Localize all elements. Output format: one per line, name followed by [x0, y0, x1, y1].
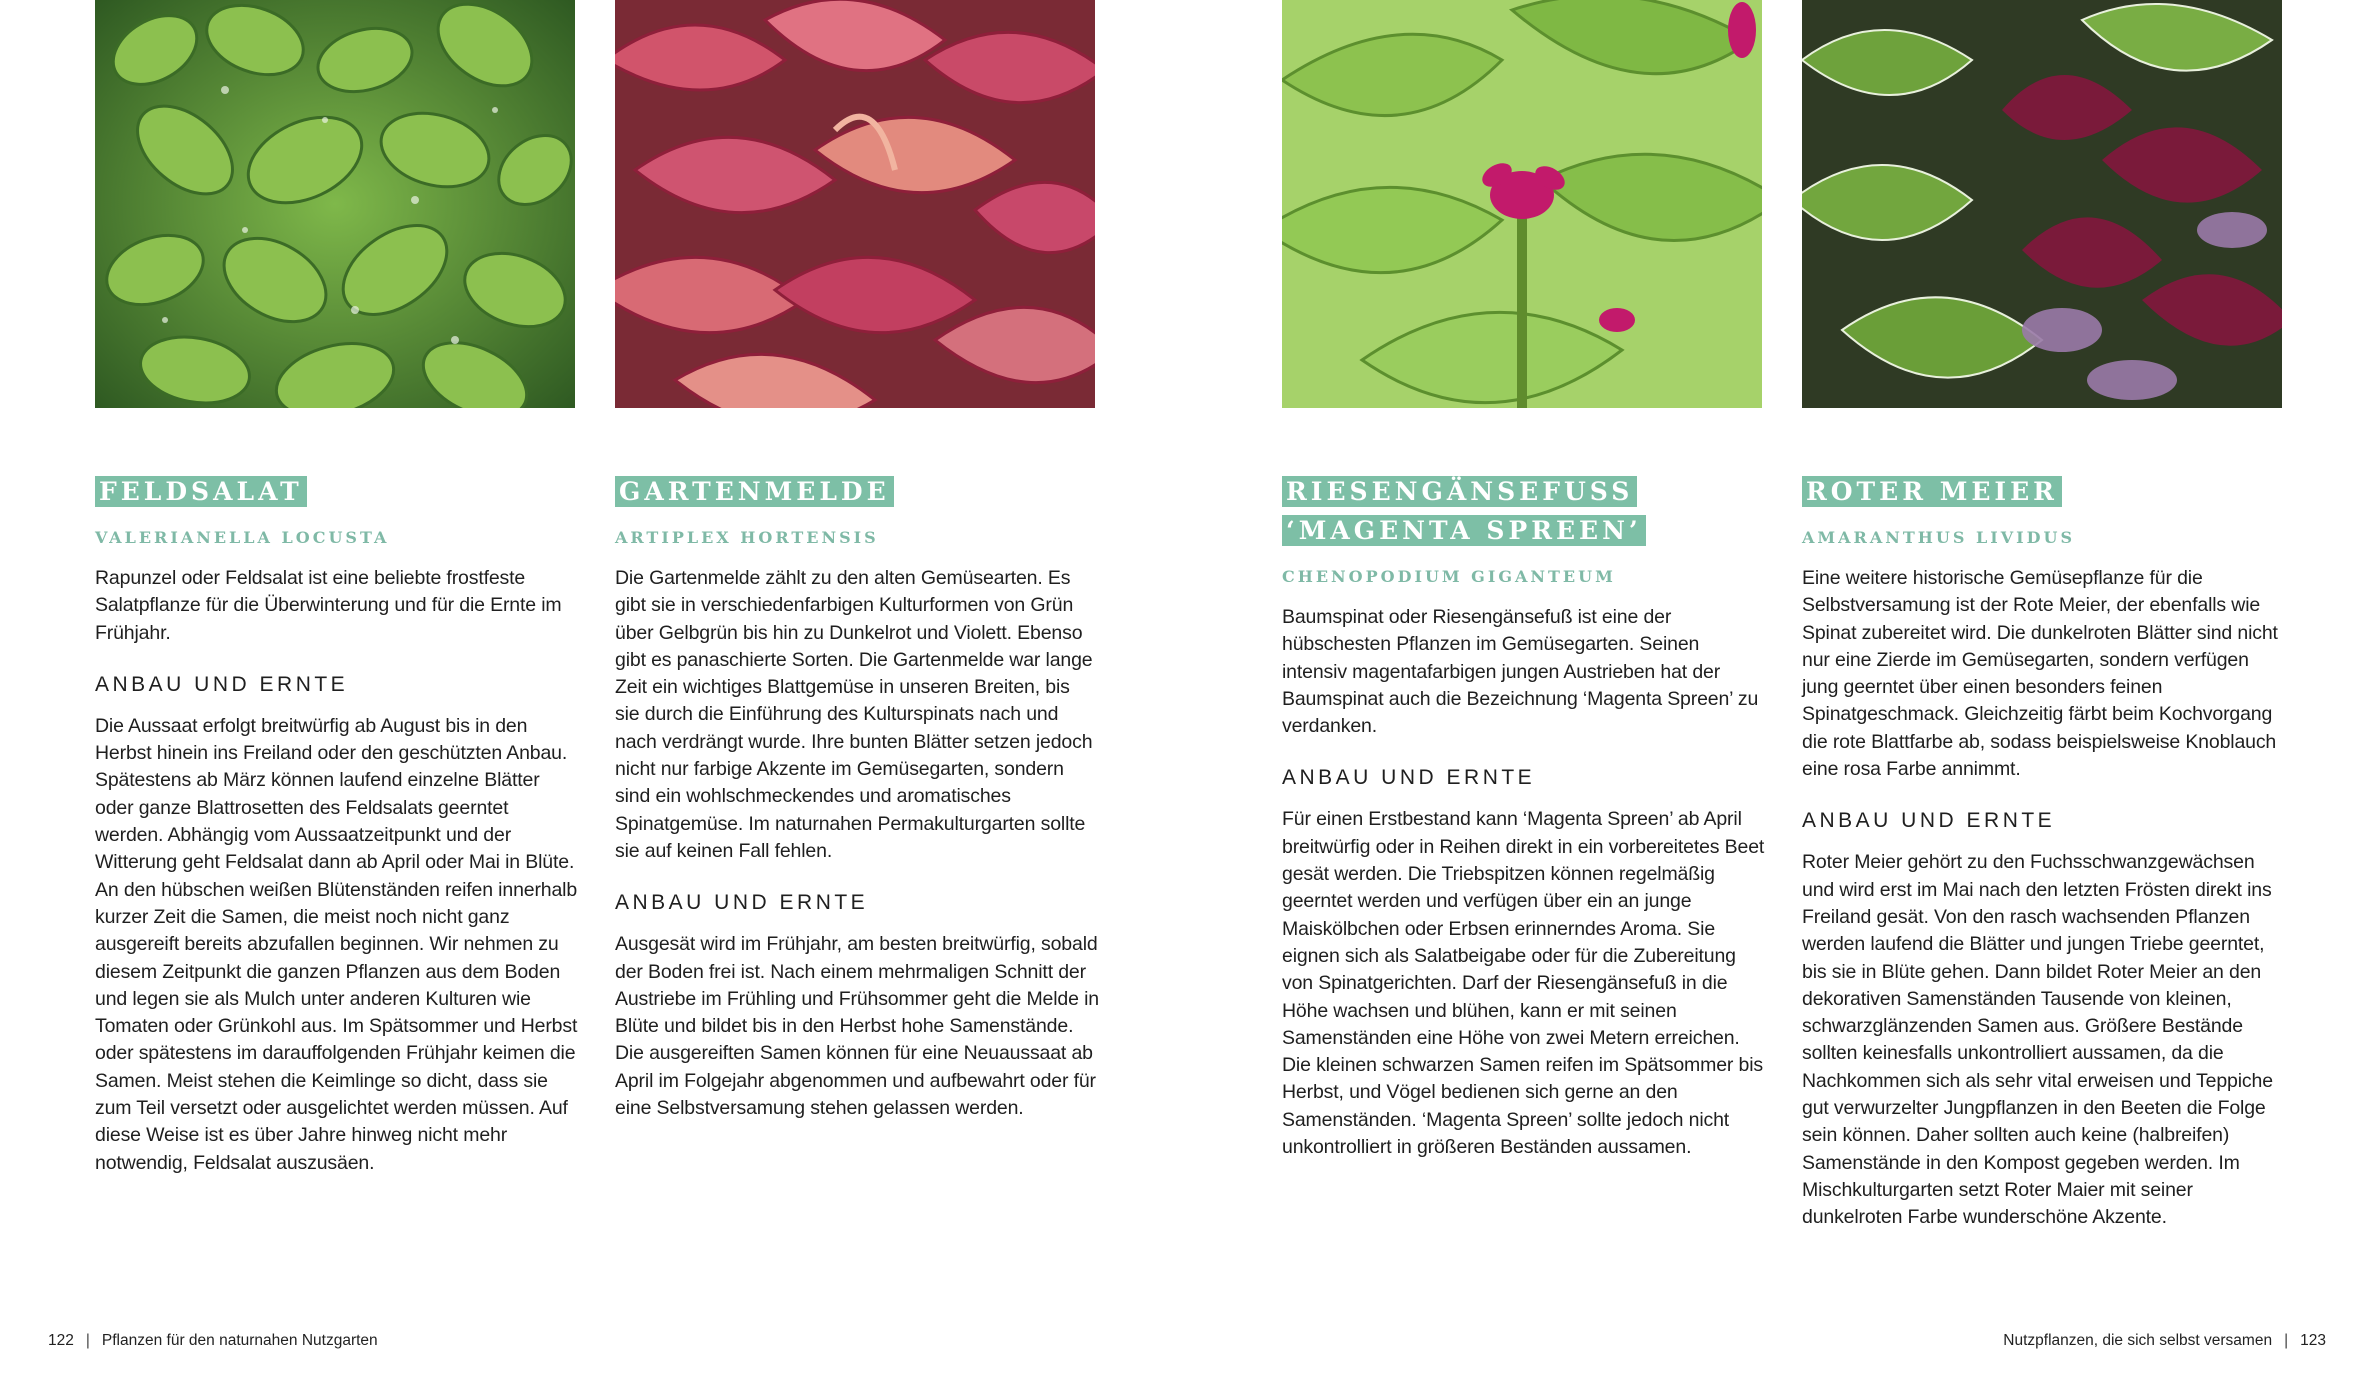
section-text: Ausgesät wird im Frühjahr, am besten breitwürfig, sobald der Boden frei ist. Nach einem mehrmaligen Schnitt der Austriebe im Frühling und Frühsommer geht die Melde in Blüte und bildet bis in den Herbst hohe Samenstände. Die ausgereiften Samen können für eine Neuaussaat ab April im Folgejahr abgenommen und aufbewahrt oder für eine Selbstversamung stehen gelassen werden.: [615, 933, 1099, 1120]
section-text: Für einen Erstbestand kann ‘Magenta Spreen’ ab April breitwürfig oder in Reihen direkt in ein vorbereitetes Beet gesät werden. Die Triebspitzen können regelmäßig geerntet werden und verfügen über ein an junge Maiskölbchen oder Erbsen erinnerndes Aroma. Sie eignen sich als Salatbeigabe oder für die Zubereitung von Spinatgerichten. Darf der Riesengänsefuß in die Höhe wachsen und blühen, kann er mit seinen Samenständen eine Höhe von zwei Metern erreichen. Die kleinen schwarzen Samen reifen im Spätsommer bis Herbst, und Vögel bedienen sich gerne an den Samenständen. ‘Magenta Spreen’ sollte jedoch nicht unkontrolliert in größeren Beständen aussamen.: [1282, 808, 1765, 1159]
plant-intro: Rapunzel oder Feldsalat ist eine beliebte frostfeste Salatpflanze für die Überwinterung und für die Ernte im Frühjahr.: [95, 567, 562, 644]
photo-feldsalat: [95, 0, 575, 408]
section-heading: ANBAU UND ERNTE: [1802, 809, 2056, 833]
page-number-right: 123: [2300, 1332, 2326, 1349]
plant-intro: Baumspinat oder Riesengänsefuß ist eine der hübschesten Pflanzen im Gemüsegarten. Seinen intensiv magentafarbigen jungen Austrieben hat der Baumspinat auch die Bezeichnung ‘Magenta Spreen’ zu verdanken.: [1282, 606, 1759, 738]
photo-gartenmelde: [615, 0, 1095, 408]
plant-title: FELDSALAT: [95, 476, 307, 507]
photo-riesengaensefuss: [1282, 0, 1762, 408]
running-title-left: Pflanzen für den naturnahen Nutzgarten: [101, 1332, 378, 1349]
section-heading: ANBAU UND ERNTE: [615, 891, 869, 915]
plant-column-riesengaensefuss: [1282, 476, 1766, 1161]
section-heading: ANBAU UND ERNTE: [95, 672, 349, 696]
footer-left: [48, 1332, 378, 1350]
footer-divider: |: [85, 1332, 90, 1349]
plant-latin-name: CHENOPODIUM GIGANTEUM: [1282, 567, 1616, 586]
plant-column-roter-meier: [1802, 476, 2286, 1232]
page-number-left: 122: [48, 1332, 74, 1349]
photo-roter-meier: [1802, 0, 2282, 408]
footer-right: [2003, 1332, 2326, 1350]
plant-title: ROTER MEIER: [1802, 476, 2062, 507]
footer-divider: |: [2284, 1332, 2289, 1349]
plant-column-feldsalat: [95, 476, 579, 1177]
plant-latin-name: ARTIPLEX HORTENSIS: [615, 528, 879, 547]
running-title-right: Nutzpflanzen, die sich selbst versamen: [2003, 1332, 2273, 1349]
plant-latin-name: VALERIANELLA LOCUSTA: [95, 528, 390, 547]
plant-title: GARTENMELDE: [615, 476, 894, 507]
plant-intro: Eine weitere historische Gemüsepflanze für die Selbstversamung ist der Rote Meier, der ebenfalls wie Spinat zubereitet wird. Die dunkelroten Blätter sind nicht nur eine Zierde im Gemüsegarten, sondern verfügen jung geerntet über einen besonders feinen Spinatgeschmack. Gleichzeitig färbt beim Kochvorgang die rote Blattfarbe ab, sodass beispielsweise Knoblauch eine rosa Farbe annimmt.: [1802, 567, 2278, 781]
plant-title-cultivar: ‘MAGENTA SPREEN’: [1282, 515, 1646, 546]
section-text: Die Aussaat erfolgt breitwürfig ab August bis in den Herbst hinein ins Freiland oder den geschützten Anbau. Spätestens ab März können laufend einzelne Blätter oder ganze Blattrosetten des Feldsalats geerntet werden. Abhängig vom Aussaatzeitpunkt und der Witterung geht Feldsalat dann ab April oder Mai in Blüte. An den hübschen weißen Blütenständen reifen innerhalb kurzer Zeit die Samen, die meist noch nicht ganz ausgereift bereits abzufallen beginnen. Wir nehmen zu diesem Zeitpunkt die ganzen Pflanzen aus dem Boden und legen sie als Mulch unter anderen Kulturen wie Tomaten oder Grünkohl aus. Im Spätsommer und Herbst oder spätestens im darauffolgenden Frühjahr keimen die Samen. Meist stehen die Keimlinge so dicht, dass sie zum Teil versetzt oder ausgelichtet werden müssen. Auf diese Weise ist es über Jahre hinweg nicht mehr notwendig, Feldsalat auszusäen.: [95, 714, 578, 1174]
section-text: Roter Meier gehört zu den Fuchsschwanzgewächsen und wird erst im Mai nach den letzten Frösten direkt ins Freiland gesät. Von den rasch wachsenden Pflanzen werden laufend die Blätter und jungen Triebe geerntet, bis sie in Blüte gehen. Dann bildet Roter Meier an den dekorativen Samenständen Tausende von kleinen, schwarzglänzenden Samen aus. Größere Bestände sollten keinesfalls unkontrolliert aussamen, da die Nachkommen sich als sehr vital erweisen und Teppiche gut verwurzelter Jungpflanzen in den Beeten die Folge sein können. Daher sollten auch keine (halbreifen) Samenstände in den Kompost gegeben werden. Im Mischkulturgarten setzt Roter Maier mit seiner dunkelroten Farbe wunderschöne Akzente.: [1802, 851, 2273, 1229]
plant-intro: Die Gartenmelde zählt zu den alten Gemüsearten. Es gibt sie in verschiedenfarbigen Kulturformen von Grün über Gelbgrün bis hin zu Dunkelrot und Violett. Ebenso gibt es panaschierte Sorten. Die Gartenmelde war lange Zeit ein wichtiges Blattgemüse in unseren Breiten, bis sie durch die Einführung des Kulturspinats nach und nach verdrängt wurde. Ihre bunten Blätter setzen jedoch nicht nur farbige Akzente im Gemüsegarten, sondern sind ein wohlschmeckendes und aromatisches Spinatgemüse. Im naturnahen Permakulturgarten sollte sie auf keinen Fall fehlen.: [615, 567, 1093, 862]
plant-latin-name: AMARANTHUS LIVIDUS: [1802, 528, 2075, 547]
section-heading: ANBAU UND ERNTE: [1282, 766, 1536, 790]
plant-column-gartenmelde: [615, 476, 1099, 1122]
plant-title: RIESENGÄNSEFUSS: [1282, 476, 1637, 507]
